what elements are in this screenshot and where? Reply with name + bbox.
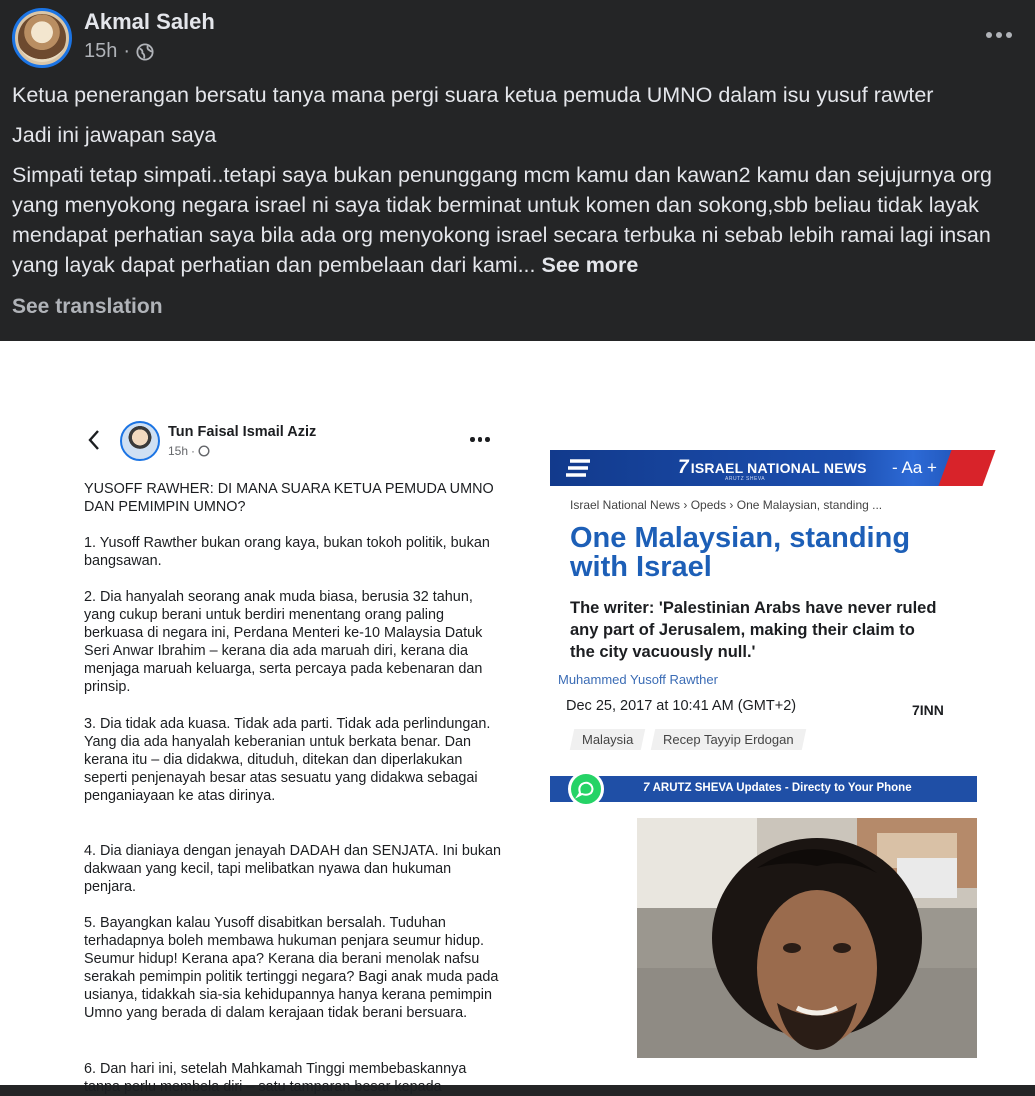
embedded-point-4: 4. Dia dianiaya dengan jenayah DADAH dan SENJATA. Ini bukan dakwaan yang kecil, tapi melibatkan nyawa dan hukuman penjara. — [84, 843, 502, 895]
whatsapp-banner-text: 7 ARUTZ SHEVA Updates - Directy to Your Phone — [643, 782, 912, 794]
embedded-point-3: 3. Dia tidak ada kuasa. Tidak ada parti. Tidak ada perlindungan. Yang dia ada hanyalah keberanian untuk berkata benar. Dan kerana itu – dia didakwa, dituduh, ditekan dan diperlakukan seperti penjenayah besar atas sesuatu yang didakwa sebagai penganiayaan ke atas dirinya. — [84, 716, 491, 804]
embedded-globe-icon — [198, 445, 210, 457]
whatsapp-icon — [568, 771, 604, 807]
see-translation-link[interactable]: See translation — [12, 295, 163, 318]
post-image[interactable] — [0, 341, 1035, 1095]
article-subheadline: The writer: 'Palestinian Arabs have never ruled any part of Jerusalem, making their claim to the city vacuously null.' — [570, 599, 937, 661]
article-author: Muhammed Yusoff Rawther — [558, 672, 718, 687]
embedded-point-1: 1. Yusoff Rawther bukan orang kaya, bukan tokoh politik, bukan bangsawan. — [84, 535, 490, 569]
post-paragraph-1: Ketua penerangan bersatu tanya mana pergi suara ketua pemuda UMNO dalam isu yusuf rawter — [12, 83, 934, 107]
more-options-icon[interactable] — [985, 22, 1013, 48]
embedded-point-6: 6. Dan hari ini, setelah Mahkamah Tinggi membebaskannya tanpa perlu membela diri – satu tamparan besar kepada — [84, 1061, 467, 1095]
article-headline: One Malaysian, standing with Israel — [570, 522, 911, 583]
author-avatar[interactable] — [12, 8, 72, 68]
post-paragraph-3 — [12, 160, 1027, 280]
article-tags — [572, 729, 804, 750]
inn-breadcrumb: Israel National News › Opeds › One Malaysian, standing ... — [570, 498, 883, 512]
post-header — [0, 0, 1035, 341]
embedded-point-2: 2. Dia hanyalah seorang anak muda biasa, berusia 32 tahun, yang cukup berani untuk berdiri menentang orang paling berkuasa di negara ini, Perdana Menteri ke-10 Malaysia Datuk Seri Anwar Ibrahim – kerana dia ada maruah diri, kerana dia menjaga maruah keluarga, serta percaya pada kebenaran dan prinsip. — [84, 589, 483, 695]
article-date: Dec 25, 2017 at 10:41 AM (GMT+2) — [566, 698, 797, 714]
inn-site-name: ISRAEL NATIONAL NEWS — [690, 460, 867, 476]
post-paragraph-3-text: Simpati tetap simpati..tetapi saya bukan penunggang mcm kamu dan kawan2 kamu dan sejujurnya org yang menyokong negara israel ni saya tidak berminat untuk komen dan sokong,sbb beliau tidak layak mendapat perhatian saya bila ada org menyokong israel secara terbuka ni sebab lebih ramai lagi insan yang layak dapat perhatian dan pembelaan dari kami... — [12, 163, 993, 277]
inn-logo: 7 ISRAEL NATIONAL NEWS — [678, 457, 867, 478]
author-photo — [637, 818, 977, 1058]
globe-icon — [136, 43, 154, 61]
article-tag: Recep Tayyip Erdogan — [651, 729, 806, 750]
article-tag: Malaysia — [570, 729, 646, 750]
font-size-control: - Aa + — [892, 458, 937, 477]
post-paragraph-2: Jadi ini jawapan saya — [12, 123, 217, 147]
menu-icon — [566, 459, 592, 477]
embedded-meta-separator: · — [191, 444, 196, 458]
embedded-post-title: YUSOFF RAWHER: DI MANA SUARA KETUA PEMUDA UMNO DAN PEMIMPIN UMNO? — [84, 481, 494, 515]
inn-header-bar — [550, 450, 977, 486]
embedded-post-meta — [168, 444, 210, 458]
embedded-post-time: 15h — [168, 444, 189, 458]
embedded-point-5: 5. Bayangkan kalau Yusoff disabitkan bersalah. Tuduhan terhadapnya boleh membawa hukuman penjara seumur hidup. Seumur hidup! Kerana apa? Kerana dia berani menolak nafsu serakah pemimpin politik tertinggi negara? Bagi anak muda pada usianya, tidakkah sia-sia kehidupannya hanya kerana pemimpin Umno yang berada di dalam kerajaan tidak berani bersuara. — [84, 915, 499, 1021]
embedded-author-avatar — [120, 421, 160, 461]
see-more-link[interactable]: See more — [541, 253, 639, 277]
post-meta — [84, 40, 154, 63]
embedded-author-name: Tun Faisal Ismail Aziz — [168, 424, 317, 440]
inn-mini-logo: 7INN — [912, 702, 944, 718]
meta-separator: · — [123, 40, 131, 62]
inn-site-sub: ARUTZ SHEVA — [725, 476, 766, 482]
author-name[interactable]: Akmal Saleh — [84, 9, 215, 34]
back-arrow-icon — [86, 429, 102, 451]
post-time[interactable]: 15h — [84, 40, 118, 62]
inn-red-accent — [938, 450, 995, 486]
embedded-more-icon — [470, 437, 490, 442]
